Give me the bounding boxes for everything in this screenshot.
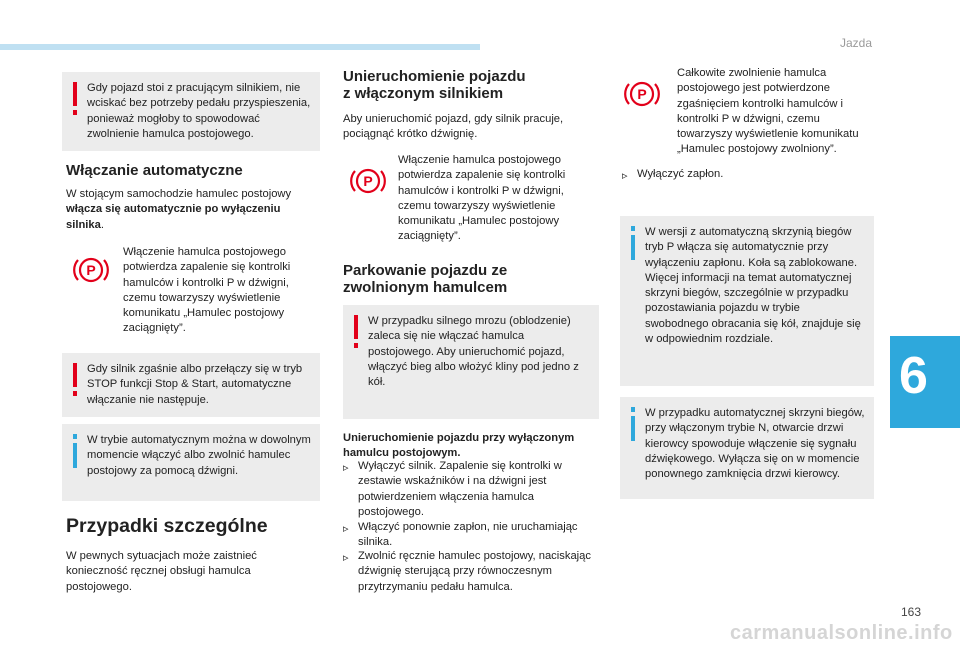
- warning-note: [62, 353, 320, 417]
- list-item: Wyłączyć zapłon.: [637, 168, 724, 180]
- bullet-arrow-icon: ▹: [343, 552, 349, 564]
- section-title-line: z włączonym silnikiem: [343, 85, 504, 102]
- section-title: [343, 262, 507, 296]
- info-note: [620, 397, 874, 499]
- parking-brake-icon: [624, 78, 660, 110]
- warning-note: [343, 305, 599, 419]
- indicator-text: Włączenie hamulca postojowego potwierdza zapalenie się kontrolki hamulców i kontrolki P w dźwigni, czemu towarzyszy wyświetlenie komunikatu „Hamulec postojowy zaciągnięty”.: [123, 246, 291, 335]
- subsection-title: Unieruchomienie pojazdu przy wyłączonym hamulcu postojowym.: [343, 432, 575, 460]
- indicator-text: Całkowite zwolnienie hamulca postojowego jest potwierdzone zgaśnięciem kontrolki hamulców i kontrolki P w dźwigni, czemu towarzyszy wyświetlenie komunikatu „Hamulec postojowy zwolniony”.: [677, 67, 859, 156]
- info-icon: [627, 226, 639, 260]
- paragraph: W pewnych sytuacjach może zaistnieć konieczność ręcznej obsługi hamulca postojowego.: [66, 550, 257, 593]
- paragraph: Aby unieruchomić pojazd, gdy silnik pracuje, pociągnąć krótko dźwignię.: [343, 113, 564, 141]
- section-title-line: Parkowanie pojazdu ze: [343, 262, 508, 279]
- paragraph-text: .: [100, 218, 104, 231]
- list-item: Zwolnić ręcznie hamulec postojowy, naciskając dźwignię sterującą przy równoczesnym przytrzymaniu pedału hamulca.: [358, 550, 591, 593]
- parking-brake-icon: [73, 254, 109, 286]
- section-title: Włączanie automatyczne: [66, 162, 243, 179]
- bullet-arrow-icon: ▹: [622, 170, 628, 182]
- indicator-text: Włączenie hamulca postojowego potwierdza zapalenie się kontrolki hamulców i kontrolki P w dźwigni, czemu towarzyszy wyświetlenie komunikatu „Hamulec postojowy zaciągnięty”.: [398, 154, 566, 243]
- section-title: Przypadki szczególne: [66, 515, 268, 537]
- info-text: W trybie automatycznym można w dowolnym momencie włączyć albo zwolnić hamulec postojowy za pomocą dźwigni.: [87, 434, 311, 477]
- paragraph-text: W stojącym samochodzie hamulec postojowy: [66, 188, 292, 200]
- info-note: [620, 216, 874, 386]
- section-title: [343, 68, 526, 102]
- section-title-line: zwolnionym hamulcem: [343, 279, 508, 296]
- page-number: 163: [901, 605, 922, 619]
- warning-icon: [69, 363, 81, 397]
- info-text: W przypadku automatycznej skrzyni biegów, przy włączonym trybie N, otwarcie drzwi kierowcy spowoduje włączenie się sygnału dźwiękowego. Wyłącza się on w momencie ponownego zamknięcia drzwi kierowcy.: [645, 407, 865, 481]
- warning-text: W przypadku silnego mrozu (oblodzenie) zaleca się nie włączać hamulca postojowego. Aby unieruchomić pojazd, włączyć bieg albo włożyć kliny pod jedno z kół.: [368, 315, 579, 389]
- section-label: Jazda: [840, 36, 873, 50]
- info-icon: [69, 434, 81, 468]
- svg-text:P: P: [86, 262, 96, 278]
- warning-text: Gdy pojazd stoi z pracującym silnikiem, nie wciskać bez potrzeby pedału przyspieszenia, ponieważ mogłoby to spowodować zwolnienie hamulca postojowego.: [87, 82, 311, 140]
- paragraph: [66, 187, 316, 233]
- info-icon: [627, 407, 639, 441]
- paragraph-bold: włącza się automatycznie po wyłączeniu silnika: [66, 203, 281, 231]
- warning-icon: [350, 315, 362, 349]
- section-title-line: Unieruchomienie pojazdu: [343, 68, 526, 85]
- warning-note: [62, 72, 320, 151]
- bullet-arrow-icon: ▹: [343, 523, 349, 535]
- footer-watermark: carmanualsonline.info: [730, 622, 953, 644]
- parking-brake-icon: [350, 165, 386, 197]
- chapter-number: 6: [899, 347, 928, 405]
- info-text: W wersji z automatyczną skrzynią biegów tryb P włącza się automatycznie przy wyłączeniu zapłonu. Koła są zablokowane. Więcej informacji na temat automatycznej skrzyni biegów, szczególnie w przypadku pozostawiania pojazdu w trybie swobodnego obracania się kół, znajduje się w odpowiednim rozdziale.: [645, 226, 861, 346]
- info-note: [62, 424, 320, 501]
- svg-text:P: P: [363, 173, 373, 189]
- bullet-arrow-icon: ▹: [343, 462, 349, 474]
- header-bar: [0, 44, 480, 50]
- warning-icon: [69, 82, 81, 116]
- svg-text:P: P: [637, 86, 647, 102]
- list-item: Wyłączyć silnik. Zapalenie się kontrolki w zestawie wskaźników i na dźwigni jest potwierdzeniem włączenia hamulca postojowego.: [358, 460, 562, 518]
- list-item: Włączyć ponownie zapłon, nie uruchamiając silnika.: [358, 521, 578, 549]
- warning-text: Gdy silnik zgaśnie albo przełączy się w tryb STOP funkcji Stop & Start, automatyczne włączanie nie następuje.: [87, 363, 303, 406]
